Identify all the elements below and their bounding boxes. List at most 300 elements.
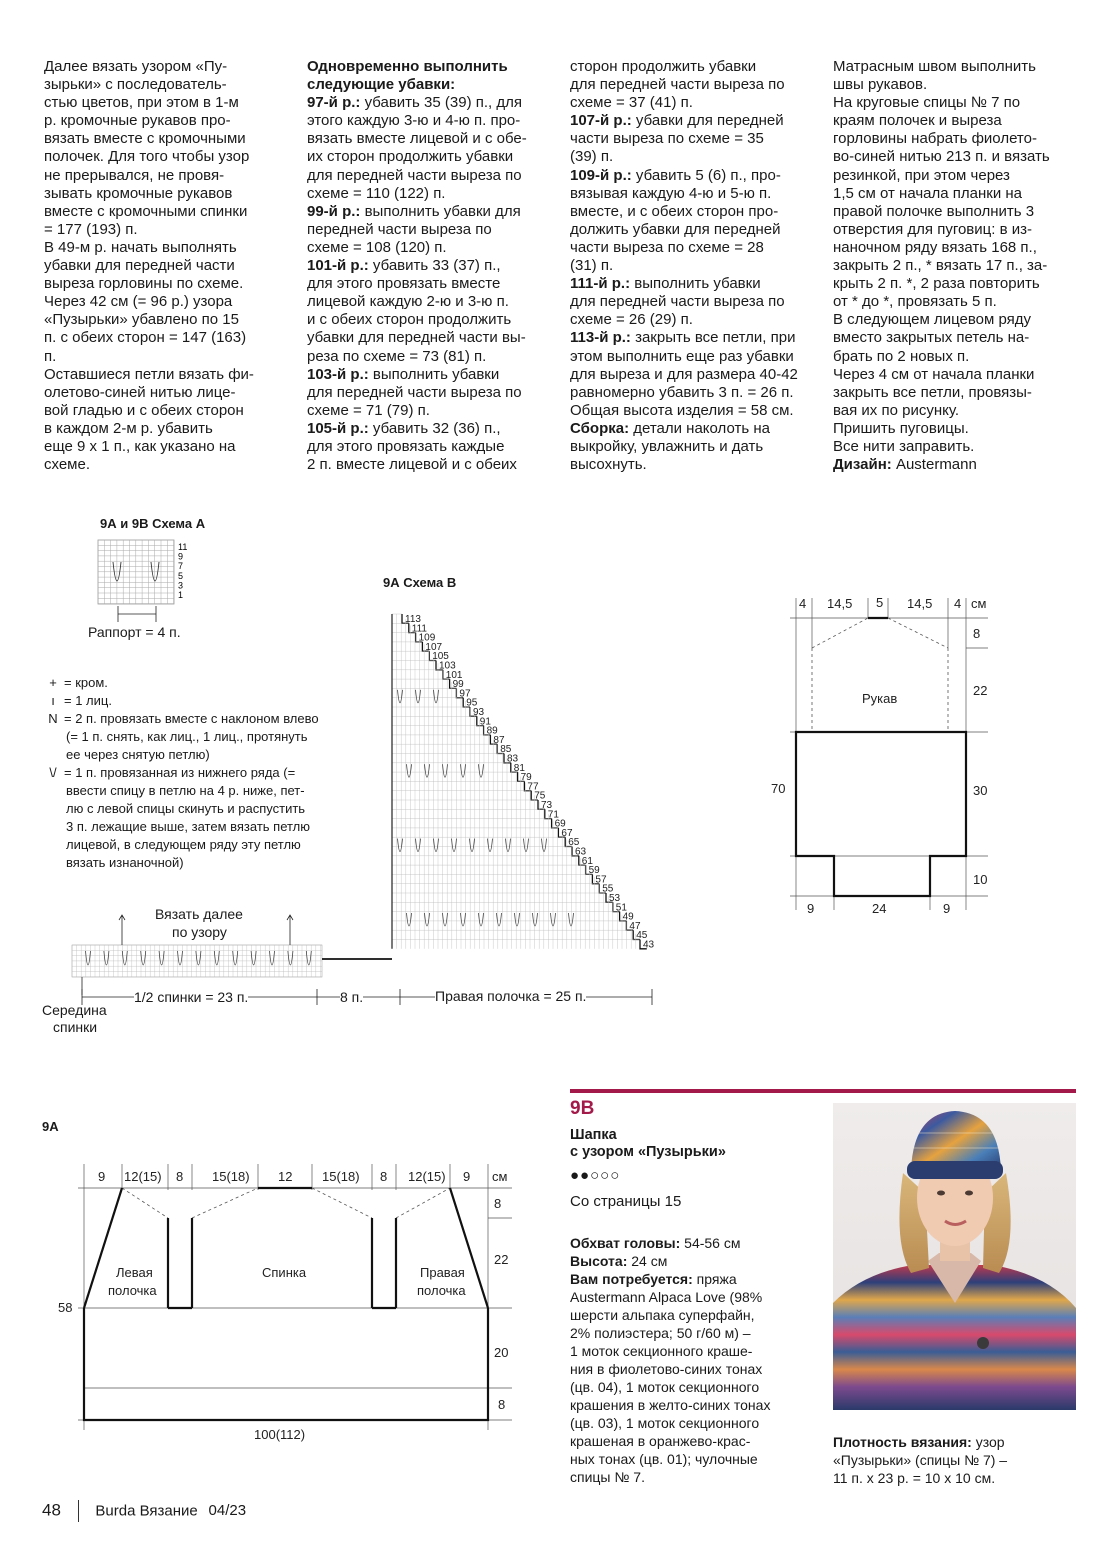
scheme-b-row-number: 97 <box>459 688 471 700</box>
body-top-unit: см <box>492 1169 508 1184</box>
sleeve-right-2: 22 <box>973 683 988 698</box>
col3-text: схеме = 26 (29) п. <box>570 311 693 329</box>
scheme-b-row-number: 83 <box>507 753 519 765</box>
col3-text: для передней части выреза по <box>570 293 785 311</box>
col1-line: Через 42 см (= 96 р.) узора <box>44 293 233 311</box>
body-pattern-title: 9А <box>42 1119 59 1134</box>
legend-text: лю с левой спицы скинуть и распустить <box>66 801 306 816</box>
scheme-b-row-number: 63 <box>575 846 587 858</box>
scheme-a-row-number: 1 <box>178 590 184 600</box>
col4-text: швы рукавов. <box>833 76 928 94</box>
scheme-b-row-number: 69 <box>554 818 566 830</box>
materials-line: спицы № 7. <box>570 1469 645 1485</box>
right-front-label-1: Правая <box>420 1265 465 1280</box>
col4-text: закрыть все петли, провязы- <box>833 383 1032 401</box>
col4-bold: Дизайн: <box>833 456 892 474</box>
col3-text: сторон продолжить убавки <box>570 58 757 75</box>
magazine-name: Burda Вязание <box>95 1502 198 1520</box>
col4-line <box>833 58 1078 76</box>
col4-line <box>833 348 1078 366</box>
col1-line: п. с обеих сторон = 147 (163) <box>44 329 247 347</box>
scheme-b-row-number: 113 <box>405 614 421 625</box>
col2-line <box>307 221 547 239</box>
col3-line <box>570 185 815 203</box>
height-label: Высота: <box>570 1253 628 1269</box>
col1-line: зырьки» с последователь- <box>44 76 227 94</box>
col1-line: п. <box>44 347 57 365</box>
scheme-b-row-number: 89 <box>486 725 498 737</box>
col2-text: для этого провязать вместе <box>307 275 501 293</box>
col3-bold: Сборка: <box>570 419 630 437</box>
scheme-b-row-number: 111 <box>411 623 428 635</box>
gauge-block <box>833 1433 1078 1487</box>
col1-line: убавки для передней части <box>44 257 235 275</box>
gauge-line: «Пузырьки» (спицы № 7) – <box>833 1452 1008 1468</box>
col2-line <box>307 329 547 347</box>
scheme-a-row-number: 7 <box>178 561 184 572</box>
col4-text: 1,5 см от начала планки на <box>833 184 1023 202</box>
text-column-3 <box>570 58 815 474</box>
col2-text: для передней части выреза по <box>307 383 522 401</box>
col2-bold: 99-й р.: <box>307 202 361 220</box>
legend-text: вязать изнаночной) <box>66 855 184 870</box>
body-right-1: 8 <box>494 1196 502 1211</box>
col3-line <box>570 148 815 166</box>
scheme-a-row-number: 9 <box>178 551 184 562</box>
legend-text: = 1 п. провязанная из нижнего ряда (= <box>64 765 296 780</box>
col3-text: вместе, и с обеих сторон про- <box>570 202 779 220</box>
height-value: 24 см <box>627 1253 668 1269</box>
col1-line: вой гладью и с обеих сторон <box>44 401 244 419</box>
col4-line <box>833 257 1078 275</box>
col2-text: убавки для передней части вы- <box>307 329 526 347</box>
col2-line <box>307 293 547 311</box>
scheme-b-row-number: 101 <box>445 669 463 681</box>
col4-text: краям полочек и выреза <box>833 112 1002 130</box>
photo-illustration <box>833 1103 1076 1410</box>
body-bottom: 100(112) <box>254 1427 306 1442</box>
col4-text: от * до *, провязать 5 п. <box>833 293 997 311</box>
col1-line: зывать кромочные рукавов <box>44 184 233 202</box>
col1-line: стью цветов, при этом в 1-м <box>44 94 239 112</box>
scheme-b-title: 9А Схема В <box>383 575 457 590</box>
materials-line: шерсти альпака суперфайн, <box>570 1307 755 1323</box>
col1-line: р. кромочные рукавов про- <box>44 112 231 130</box>
col4-text: наночном ряду вязать 168 п., <box>833 238 1037 256</box>
materials-line: (цв. 03), 1 моток секционного <box>570 1415 760 1431</box>
sleeve-top-2: 14,5 <box>827 596 853 611</box>
col3-text: схеме = 37 (41) п. <box>570 94 693 112</box>
scheme-a-title: 9А и 9В Схема А <box>100 516 206 531</box>
scheme-b-row-number: 57 <box>595 874 607 886</box>
col3-line <box>570 257 815 275</box>
legend-symbol: ı <box>51 693 55 708</box>
col2-line <box>307 438 547 456</box>
col3-bold: 107-й р.: <box>570 112 632 130</box>
col1-line: Оставшиеся петли вязать фи- <box>44 365 254 383</box>
center-label-1: Середина <box>42 1002 107 1018</box>
col2-text: передней части выреза по <box>307 220 492 238</box>
col3-line <box>570 329 815 347</box>
scheme-b-row-number: 93 <box>473 707 485 718</box>
sleeve-left: 70 <box>771 781 786 796</box>
col3-text: части выреза по схеме = 28 <box>570 238 764 256</box>
col2-text: схеме = 108 (120) п. <box>307 238 447 256</box>
scheme-b-row-number: 55 <box>602 883 614 895</box>
col2-text: 2 п. вместе лицевой и с обеих <box>307 456 517 474</box>
body-top-7: 8 <box>380 1169 388 1184</box>
col2-line <box>307 384 547 402</box>
materials-line: крашения в желто-синих тонах <box>570 1397 771 1413</box>
col3-text: для передней части выреза по <box>570 76 785 94</box>
col3-text: выполнить убавки <box>630 275 761 293</box>
col1-line: в каждом 2-м р. убавить <box>44 419 213 437</box>
col2-line <box>307 130 547 148</box>
body-top-2: 12(15) <box>124 1169 162 1184</box>
scheme-b-row-number: 105 <box>432 651 449 663</box>
scheme-b-row-number: 43 <box>643 939 655 951</box>
col4-text: вместо закрытых петель на- <box>833 329 1030 347</box>
col2-text: этого каждую 3-ю и 4-ю п. про- <box>307 112 521 130</box>
col2-bold: следующие убавки: <box>307 76 456 94</box>
materials-line: 1 моток секционного краше- <box>570 1343 753 1359</box>
body-top-8: 12(15) <box>408 1169 446 1184</box>
col3-line <box>570 456 815 474</box>
col4-line <box>833 203 1078 221</box>
col4-text: Пришить пуговицы. <box>833 419 969 437</box>
col4-line <box>833 402 1078 420</box>
scheme-a-row-number: 11 <box>178 542 188 552</box>
col4-text: резинкой, при этом через <box>833 166 1010 184</box>
col1-line: не прерывался, не провя- <box>44 166 225 184</box>
col2-text: убавить 32 (36) п., <box>368 419 501 437</box>
col4-text: вая их по рисунку. <box>833 401 960 419</box>
col2-text: для передней части выреза по <box>307 166 522 184</box>
col2-text: реза по схеме = 73 (81) п. <box>307 347 487 365</box>
col3-line <box>570 221 815 239</box>
col4-text: крыть 2 п. *, 2 раза повторить <box>833 275 1040 293</box>
col4-text: На круговые спицы № 7 по <box>833 94 1021 112</box>
col3-line <box>570 366 815 384</box>
materials-line: (цв. 04), 1 моток секционного <box>570 1379 760 1395</box>
col3-line <box>570 76 815 94</box>
scheme-b-row-number: 71 <box>547 809 559 821</box>
gauge-label: Плотность вязания: <box>833 1434 972 1450</box>
scheme-b-row-number: 103 <box>439 660 456 672</box>
col3-text: закрыть все петли, при <box>630 329 796 347</box>
sleeve-top-3: 5 <box>876 595 884 610</box>
scheme-b-row-number: 67 <box>561 827 573 839</box>
scheme-b-row-number: 81 <box>513 762 525 774</box>
col2-line <box>307 148 547 166</box>
sleeve-top-4: 14,5 <box>907 596 933 611</box>
sleeve-right-4: 10 <box>973 872 988 887</box>
materials-line: пряжа <box>692 1271 737 1287</box>
page-number: 48 <box>42 1500 61 1520</box>
center-label-2: спинки <box>53 1019 98 1035</box>
legend-text: ввести спицу в петлю на 4 р. ниже, пет- <box>66 783 305 798</box>
body-top-3: 8 <box>176 1169 184 1184</box>
col2-line <box>307 275 547 293</box>
col3-text: убавки для передней <box>631 112 784 130</box>
col3-bold: 111-й р.: <box>570 275 631 293</box>
col4-line <box>833 130 1078 148</box>
col2-text: вязать вместе лицевой и с обе- <box>307 130 527 148</box>
product-name-1: Шапка <box>570 1127 617 1143</box>
body-top-4: 15(18) <box>212 1169 250 1184</box>
body-top-6: 15(18) <box>322 1169 360 1184</box>
col2-line <box>307 311 547 329</box>
body-right-4: 8 <box>498 1397 506 1412</box>
col4-line <box>833 94 1078 112</box>
body-top-9: 9 <box>463 1169 471 1184</box>
col3-text: равномерно убавить 3 п. = 26 п. <box>570 383 794 401</box>
back-label: Спинка <box>262 1265 307 1280</box>
col4-text: брать по 2 новых п. <box>833 347 970 365</box>
scheme-b-row-number: 49 <box>622 911 634 923</box>
col2-text: схеме = 71 (79) п. <box>307 401 430 419</box>
sleeve-label: Рукав <box>862 691 898 706</box>
col3-bold: 109-й р.: <box>570 166 632 184</box>
scheme-a-row-number: 5 <box>178 570 184 581</box>
col1-line: «Пузырьки» убавлено по 15 <box>44 311 239 329</box>
scheme-b-row-number: 51 <box>615 902 627 914</box>
sleeve-bottom-3: 9 <box>943 901 951 916</box>
legend-text: = 2 п. провязать вместе с наклоном влево <box>64 711 319 726</box>
accent-bar <box>570 1089 1076 1093</box>
scheme-b-row-number: 77 <box>527 781 539 793</box>
col1-line: вместе с кромочными спинки <box>44 202 248 220</box>
gauge-line: узор <box>975 1434 1005 1450</box>
col2-line <box>307 94 547 112</box>
model-number: 9В <box>570 1098 595 1119</box>
col4-line <box>833 221 1078 239</box>
continue-line-2: по узору <box>172 924 227 940</box>
need-label: Вам потребуется: <box>570 1271 693 1287</box>
col3-line <box>570 203 815 221</box>
col2-bold: 105-й р.: <box>307 419 369 437</box>
col3-text: для выреза и для размера 40-42 <box>570 365 798 383</box>
legend-text: = 1 лиц. <box>64 693 112 708</box>
col3-line <box>570 384 815 402</box>
col2-line <box>307 112 547 130</box>
col3-text: Общая высота изделия = 58 см. <box>570 401 794 419</box>
scheme-b-row-number: 53 <box>609 893 621 904</box>
col3-line <box>570 275 815 293</box>
sleeve-right-1: 8 <box>973 626 981 641</box>
col3-line <box>570 402 815 420</box>
col3-bold: 113-й р.: <box>570 329 631 347</box>
model-photo <box>833 1103 1076 1410</box>
issue-number: 04/23 <box>208 1502 247 1520</box>
col3-line <box>570 58 815 76</box>
from-page: Со страницы 15 <box>570 1193 682 1210</box>
body-right-3: 20 <box>494 1345 509 1360</box>
body-left: 58 <box>58 1300 73 1315</box>
col4-text: во-синей нитью 213 п. и вязать <box>833 148 1050 166</box>
materials-line: ния в фиолетово-синих тонах <box>570 1361 763 1377</box>
footer-divider <box>78 1500 79 1522</box>
col4-text: закрыть 2 п., * вязать 17 п., за- <box>833 257 1048 275</box>
col4-line <box>833 456 1078 474</box>
col4-line <box>833 148 1078 166</box>
materials-block <box>570 1234 815 1486</box>
legend-text: = кром. <box>64 675 108 690</box>
col1-line: = 177 (193) п. <box>44 220 138 238</box>
col2-text: выполнить убавки для <box>360 202 521 220</box>
sleeve-top-1: 4 <box>799 596 807 611</box>
col4-text: В следующем лицевом ряду <box>833 311 1032 329</box>
half-back-label: 1/2 спинки = 23 п. <box>134 989 249 1005</box>
difficulty-rating: ●●○○○ <box>570 1167 621 1184</box>
col2-text: и с обеих сторон продолжить <box>307 311 512 329</box>
sleeve-bottom-1: 9 <box>807 901 815 916</box>
col3-line <box>570 293 815 311</box>
head-label: Обхват головы: <box>570 1235 681 1251</box>
col2-text: убавить 33 (37) п., <box>368 257 501 275</box>
head-value: 54-56 см <box>680 1235 741 1251</box>
col4-line <box>833 275 1078 293</box>
col4-line <box>833 438 1078 456</box>
col2-text: выполнить убавки <box>368 365 500 383</box>
sleeve-top-unit: см <box>971 596 987 611</box>
col2-line <box>307 76 547 94</box>
col2-bold: Одновременно выполнить <box>307 58 508 75</box>
scheme-b-row-number: 107 <box>425 641 443 653</box>
col4-line <box>833 384 1078 402</box>
scheme-b-row-number: 109 <box>418 632 436 644</box>
sleeve-bottom-2: 24 <box>872 901 887 916</box>
col4-text: отверстия для пуговиц: в из- <box>833 220 1032 238</box>
col2-line <box>307 239 547 257</box>
col1-line: вязать вместе с кромочными <box>44 130 246 148</box>
scheme-b-row-number: 65 <box>568 837 580 849</box>
legend-text: лицевой, в следующем ряду эту петлю <box>66 837 301 852</box>
col2-line <box>307 348 547 366</box>
col1-line: Далее вязать узором «Пу- <box>44 58 228 75</box>
col3-line <box>570 311 815 329</box>
col4-text: горловины набрать фиолето- <box>833 130 1037 148</box>
col2-line <box>307 58 547 76</box>
col2-bold: 97-й р.: <box>307 94 361 112</box>
col4-line <box>833 112 1078 130</box>
col4-line <box>833 366 1078 384</box>
gauge-line: 11 п. х 23 р. = 10 х 10 см. <box>833 1470 996 1486</box>
legend-symbol: Ν <box>48 711 58 726</box>
scheme-b-row-number: 99 <box>452 679 464 691</box>
col3-line <box>570 438 815 456</box>
scheme-a-row-number: 3 <box>178 580 184 591</box>
body-pattern <box>50 1160 520 1450</box>
col2-text: лицевой каждую 2-ю и 3-ю п. <box>307 293 509 311</box>
col4-text: Через 4 см от начала планки <box>833 365 1035 383</box>
scheme-b-row-number: 59 <box>588 865 600 877</box>
col3-text: (39) п. <box>570 148 614 166</box>
col2-text: для этого провязать каждые <box>307 437 505 455</box>
col4-line <box>833 420 1078 438</box>
product-name-2: с узором «Пузырьки» <box>570 1144 726 1160</box>
col3-line <box>570 94 815 112</box>
scheme-b-row-number: 91 <box>479 716 491 728</box>
right-front-label-2: полочка <box>417 1283 466 1298</box>
legend-symbol: + <box>49 675 57 690</box>
scheme-b-row-number: 47 <box>629 920 641 932</box>
col2-line <box>307 257 547 275</box>
text-column-1 <box>44 58 284 474</box>
col2-bold: 101-й р.: <box>307 257 369 275</box>
col2-text: схеме = 110 (122) п. <box>307 184 446 202</box>
col4-line <box>833 311 1078 329</box>
continue-line-1: Вязать далее <box>155 906 243 922</box>
col1-line: еще 9 х 1 п., как указано на <box>44 437 236 455</box>
legend-text: 3 п. лежащие выше, затем вязать петлю <box>66 819 311 834</box>
text-column-4 <box>833 58 1078 474</box>
col3-line <box>570 130 815 148</box>
body-top-5: 12 <box>278 1169 293 1184</box>
materials-line: 2% полиэстера; 50 г/60 м) – <box>570 1325 751 1341</box>
col3-line <box>570 239 815 257</box>
col4-text: Матрасным швом выполнить <box>833 58 1036 75</box>
scheme-b-chart <box>60 600 680 1050</box>
scheme-b-row-number: 75 <box>534 790 546 802</box>
eight-label: 8 п. <box>340 989 364 1005</box>
col2-line <box>307 203 547 221</box>
col3-text: этом выполнить еще раз убавки <box>570 347 794 365</box>
footer <box>42 1500 246 1522</box>
col2-line <box>307 420 547 438</box>
scheme-b-row-number: 95 <box>466 697 478 709</box>
col2-line <box>307 456 547 474</box>
col3-text: части выреза по схеме = 35 <box>570 130 764 148</box>
text-column-2 <box>307 58 547 474</box>
scheme-b-row-number: 79 <box>520 772 532 784</box>
legend-text: (= 1 п. снять, как лиц., 1 лиц., протянуть <box>66 729 308 744</box>
body-top-1: 9 <box>98 1169 106 1184</box>
col3-text: детали наколоть на <box>629 419 770 437</box>
legend-text: ее через снятую петлю) <box>66 747 210 762</box>
left-front-label-2: полочка <box>108 1283 157 1298</box>
col3-text: должить убавки для передней <box>570 220 781 238</box>
col2-text: их сторон продолжить убавки <box>307 148 514 166</box>
scheme-b-row-number: 85 <box>500 744 512 756</box>
col3-text: (31) п. <box>570 257 614 275</box>
col4-line <box>833 185 1078 203</box>
scheme-b-row-number: 87 <box>493 734 505 746</box>
scheme-b-row-number: 61 <box>581 855 593 867</box>
scheme-b-row-number: 45 <box>636 930 648 942</box>
col2-text: убавить 35 (39) п., для <box>360 94 522 112</box>
col2-bold: 103-й р.: <box>307 365 369 383</box>
col1-line: олетово-синей нитью лице- <box>44 383 236 401</box>
col3-text: высохнуть. <box>570 456 647 474</box>
col2-line <box>307 366 547 384</box>
scheme-a-rapport: Раппорт = 4 п. <box>88 624 181 640</box>
col4-text: Все нити заправить. <box>833 437 975 455</box>
col4-text: Austermann <box>891 456 977 474</box>
body-right-2: 22 <box>494 1252 509 1267</box>
materials-line: ных тонах (цв. 01); чулочные <box>570 1451 758 1467</box>
col2-line <box>307 167 547 185</box>
scheme-b-row-number: 73 <box>541 800 553 811</box>
col4-line <box>833 293 1078 311</box>
legend-symbol: \/ <box>49 765 57 780</box>
col3-line <box>570 167 815 185</box>
col3-line <box>570 420 815 438</box>
col3-text: вязывая каждую 4-ю и 5-ю п. <box>570 184 772 202</box>
col3-line <box>570 348 815 366</box>
col4-line <box>833 167 1078 185</box>
col4-text: правой полочке выполнить 3 <box>833 202 1035 220</box>
